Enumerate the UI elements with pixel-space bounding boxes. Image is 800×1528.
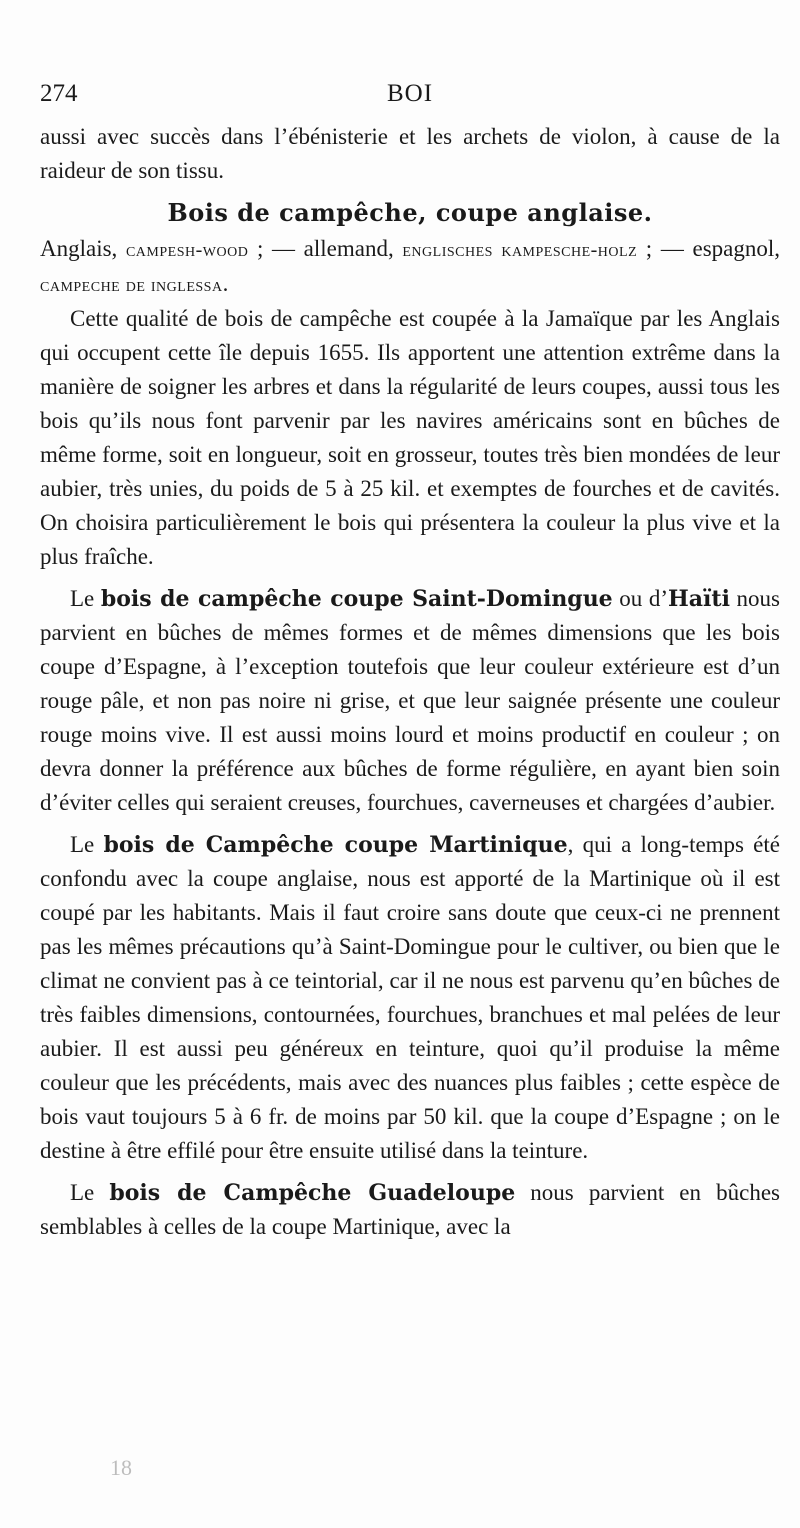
paragraph-text: , qui a long-temps été confondu avec la coupe anglaise, nous est apporté de la Martinique où il est coupé par les habitants. Mais il faut croire sans doute que ceux-ci ne prennent pas les mêmes précautions qu’à Saint-Domingue pour le cultiver, ou bien que le climat ne convient pas à ce teintorial, car il ne nous est parvenu qu’en bûches de très faibles dimensions, contournées, fourchues, branchues et mal pelées de leur aubier. Il est aussi peu généreux en teinture, quoi qu’il produise la même couleur que les précédents, mais avec des nuances plus faibles ; cette espèce de bois vaut toujours 5 à 6 fr. de moins par 50 kil. que la coupe d’Espagne ; on le destine à être effilé pour être ensuite utilisé dans la teinture. <box>40 832 780 1163</box>
term-saint-domingue: bois de campêche coupe Saint-Domingue <box>100 586 613 612</box>
body-text <box>40 120 780 1244</box>
term-guadeloupe: bois de Campêche Guadeloupe <box>109 1180 516 1206</box>
paragraph-text: Le <box>70 1180 110 1205</box>
paragraph-text: nous parvient en bûches de mêmes formes et de mêmes dimensions que les bois coupe d’Espagne, à l’exception toutefois que leur couleur extérieure est d’un rouge pâle, et non pas noire ni grise, et que leur saignée présente une couleur rouge moins vive. Il est aussi moins lourd et moins productif en couleur ; on devra donner la préférence aux bûches de forme régulière, en ayant bien soin d’éviter celles qui seraient creuses, fourchues, caverneuses et chargées d’aubier. <box>40 586 780 815</box>
paragraph-guadeloupe <box>40 1176 780 1244</box>
page-header <box>40 80 780 114</box>
term-haiti: Haïti <box>668 586 730 612</box>
running-title: BOI <box>386 80 434 107</box>
name-spanish: campeche de inglessa <box>40 274 223 296</box>
paragraph-martinique <box>40 828 780 1168</box>
name-german: englisches kampesche-holz <box>402 239 638 261</box>
names-text: ; — espagnol, <box>637 236 780 261</box>
term-martinique: bois de Campêche coupe Martinique <box>103 832 568 858</box>
names-text: ; — allemand, <box>248 236 403 261</box>
names-line <box>40 232 780 302</box>
names-text: Anglais, <box>40 236 126 261</box>
section-heading: Bois de campêche, coupe anglaise. <box>167 198 653 227</box>
name-english: campesh-wood <box>125 239 249 261</box>
paragraph-text: nous parvient en bûches semblables à celles de la coupe Martinique, avec la <box>40 1180 780 1239</box>
paragraph-continuation: aussi avec succès dans l’ébénisterie et les archets de violon, à cause de la raideur de son tissu. <box>40 124 780 183</box>
paragraph-saint-domingue <box>40 582 780 820</box>
paragraph-jamaica: Cette qualité de bois de campêche est coupée à la Jamaïque par les Anglais qui occupent cette île depuis 1655. Ils apportent une attention extrême dans la manière de soigner les arbres et dans la régularité de leurs coupes, aussi tous les bois qu’ils nous font parvenir par les navires américains sont en bûches de même forme, soit en longueur, soit en grosseur, toutes très bien mondées de leur aubier, très unies, du poids de 5 à 25 kil. et exemptes de fourches et de cavités. On choisira particulièrement le bois qui présentera la couleur la plus vive et la plus fraîche. <box>40 306 780 569</box>
paragraph-text: Le <box>70 832 104 857</box>
paragraph-text: ou d’ <box>612 586 669 611</box>
names-text: . <box>222 271 229 296</box>
signature-mark: 18 <box>110 1455 132 1480</box>
paragraph-text: Le <box>70 586 101 611</box>
page-number: 274 <box>40 80 78 107</box>
